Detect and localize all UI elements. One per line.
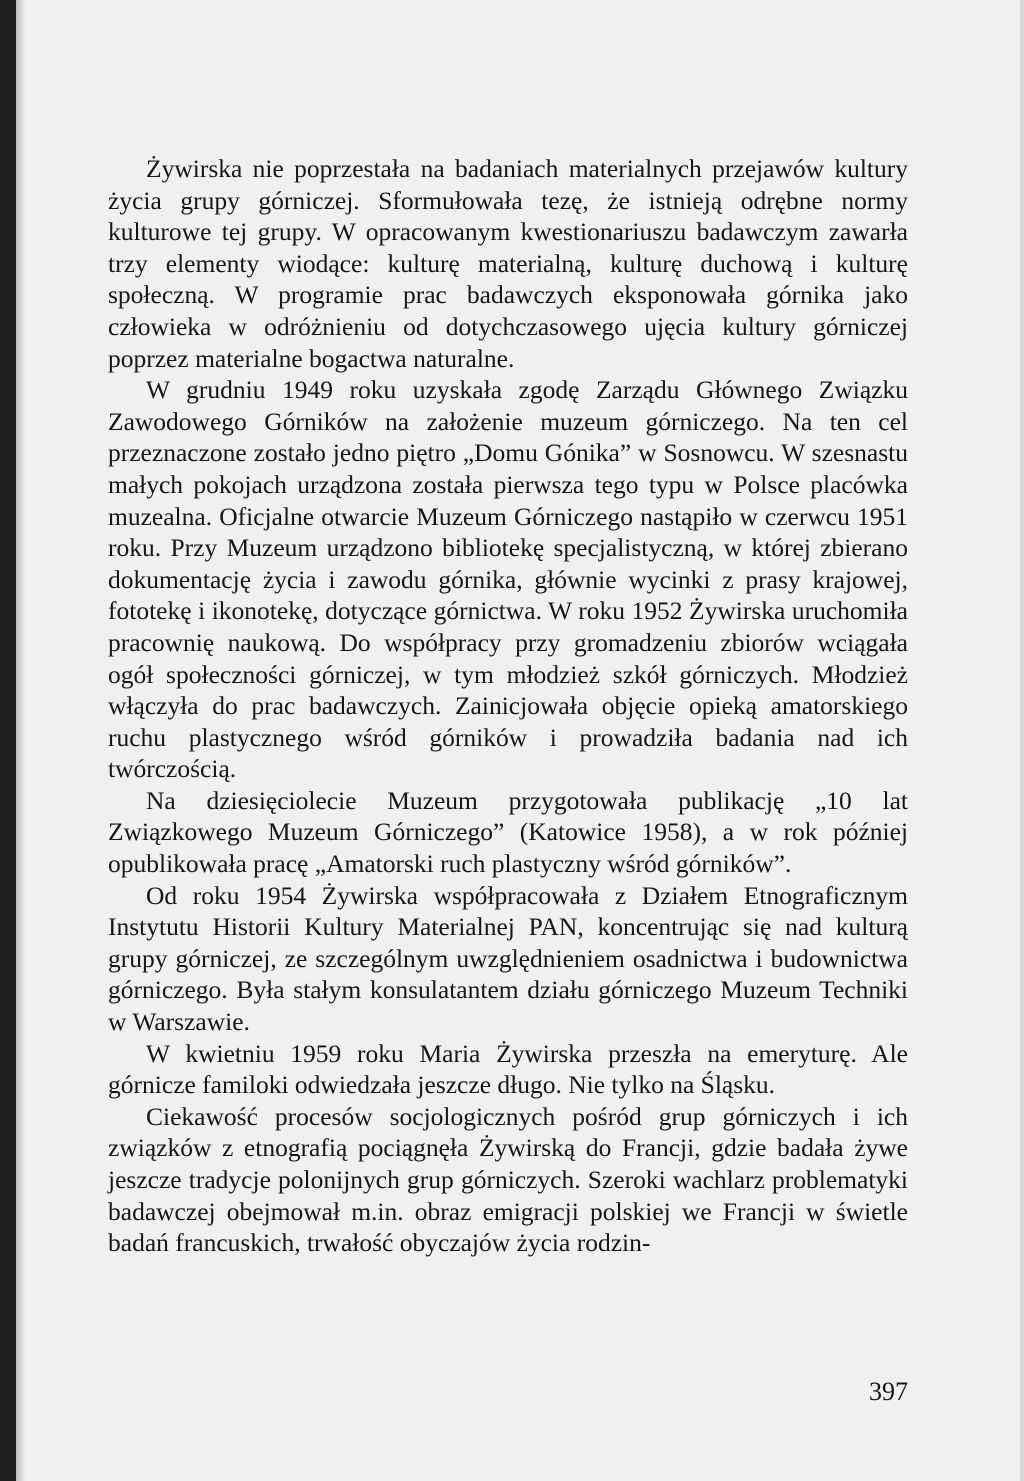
body-text: [108, 153, 908, 1259]
page-right-edge: [1020, 0, 1024, 1481]
book-binding-shadow: [0, 0, 16, 1481]
page-gutter-shade: [16, 0, 26, 1481]
page-number: 397: [869, 1377, 908, 1406]
paragraph: Na dziesięciolecie Muzeum przygotowała publikację „10 lat Związkowego Muzeum Górniczego” (Katowice 1958), a w rok później opublikowała pracę „Amatorski ruch plastyczny wśród górników”.: [108, 785, 908, 879]
paragraph: Od roku 1954 Żywirska współpracowała z Działem Etnograficznym Instytutu Historii Kultury Materialnej PAN, koncentrując się nad kulturą grupy górniczej, ze szczególnym uwzględnieniem osadnictwa i budownictwa górniczego. Była stałym konsulatantem działu górniczego Muzeum Techniki w Warszawie.: [108, 880, 908, 1037]
paragraph: Ciekawość procesów socjologicznych pośród grup górniczych i ich związków z etnografią pociągnęła Żywirską do Francji, gdzie badała żywe jeszcze tradycje polonijnych grup górniczych. Szeroki wachlarz problematyki badawczej obejmował m.in. obraz emigracji polskiej we Francji w świetle badań francuskich, trwałość obyczajów życia rodzin-: [108, 1101, 908, 1258]
paragraph: W grudniu 1949 roku uzyskała zgodę Zarządu Głównego Związku Zawodowego Górników na założenie muzeum górniczego. Na ten cel przeznaczone zostało jedno piętro „Domu Gónika” w Sosnowcu. W szesnastu małych pokojach urządzona została pierwsza tego typu w Polsce placówka muzealna. Oficjalne otwarcie Muzeum Górniczego nastąpiło w czerwcu 1951 roku. Przy Muzeum urządzono bibliotekę specjalistyczną, w której zbierano dokumentację życia i zawodu górnika, głównie wycinki z prasy krajowej, fototekę i ikonotekę, dotyczące górnictwa. W roku 1952 Żywirska uruchomiła pracownię naukową. Do współpracy przy gromadzeniu zbiorów wciągała ogół społeczności górniczej, w tym młodzież szkół górniczych. Młodzież włączyła do prac badawczych. Zainicjowała objęcie opieką amatorskiego ruchu plastycznego wśród górników i prowadziła badania nad ich twórczością.: [108, 375, 908, 784]
paragraph: W kwietniu 1959 roku Maria Żywirska przeszła na emeryturę. Ale górnicze familoki odwiedzała jeszcze długo. Nie tylko na Śląsku.: [108, 1038, 908, 1100]
paragraph: Żywirska nie poprzestała na badaniach materialnych przejawów kultury życia grupy górniczej. Sformułowała tezę, że istnieją odrębne normy kulturowe tej grupy. W opracowanym kwestionariuszu badawczym zawarła trzy elementy wiodące: kulturę materialną, kulturę duchową i kulturę społeczną. W programie prac badawczych eksponowała górnika jako człowieka w odróżnieniu od dotychczasowego ujęcia kultury górniczej poprzez materialne bogactwa naturalne.: [108, 154, 908, 373]
